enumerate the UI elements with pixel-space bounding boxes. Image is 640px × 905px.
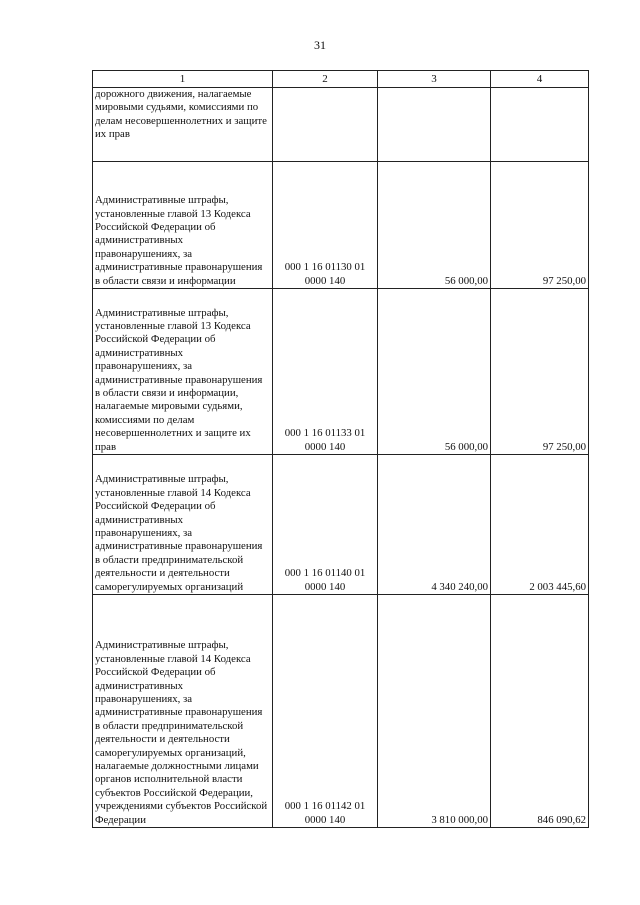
page-number: 31 [314, 38, 326, 52]
row-value-col4 [491, 88, 589, 162]
table-row [93, 289, 589, 455]
row-value-col4: 97 250,00 [491, 289, 589, 455]
row-name: Административные штрафы, установленные главой 13 Кодекса Российской Федерации об административных правонарушениях, за административные правонарушения в области связи и информации, налагаемые мировыми судьями, комиссиями по делам несовершеннолетних и защите их прав [93, 289, 273, 455]
row-value-col4: 2 003 445,60 [491, 455, 589, 595]
row-name: дорожного движения, налагаемые мировыми судьями, комиссиями по делам несовершеннолетних и защите их прав [93, 88, 273, 162]
header-cell-4: 4 [491, 71, 589, 88]
row-value-col3: 3 810 000,00 [378, 595, 491, 828]
row-value-col3 [378, 88, 491, 162]
header-row [93, 71, 589, 88]
row-code: 000 1 16 01142 01 0000 140 [273, 595, 378, 828]
row-code: 000 1 16 01140 01 0000 140 [273, 455, 378, 595]
row-value-col3: 56 000,00 [378, 162, 491, 289]
table-row [93, 455, 589, 595]
row-name: Административные штрафы, установленные главой 13 Кодекса Российской Федерации об административных правонарушениях, за административные правонарушения в области связи и информации [93, 162, 273, 289]
row-code [273, 88, 378, 162]
budget-table [92, 70, 589, 828]
table-row [93, 162, 589, 289]
table-row [93, 595, 589, 828]
row-code: 000 1 16 01130 01 0000 140 [273, 162, 378, 289]
row-name: Административные штрафы, установленные главой 14 Кодекса Российской Федерации об административных правонарушениях, за административные правонарушения в области предпринимательской деятельности и деятельности саморегулируемых организаций [93, 455, 273, 595]
row-value-col4: 846 090,62 [491, 595, 589, 828]
row-value-col3: 4 340 240,00 [378, 455, 491, 595]
row-name: Административные штрафы, установленные главой 14 Кодекса Российской Федерации об административных правонарушениях, за административные правонарушения в области предпринимательской деятельности и деятельности саморегулируемых организаций, налагаемые должностными лицами органов исполнительной власти субъектов Российской Федерации, учреждениями субъектов Российской Федерации [93, 595, 273, 828]
header-cell-3: 3 [378, 71, 491, 88]
row-value-col3: 56 000,00 [378, 289, 491, 455]
table-row [93, 88, 589, 162]
row-value-col4: 97 250,00 [491, 162, 589, 289]
row-code: 000 1 16 01133 01 0000 140 [273, 289, 378, 455]
header-cell-1: 1 [93, 71, 273, 88]
header-cell-2: 2 [273, 71, 378, 88]
